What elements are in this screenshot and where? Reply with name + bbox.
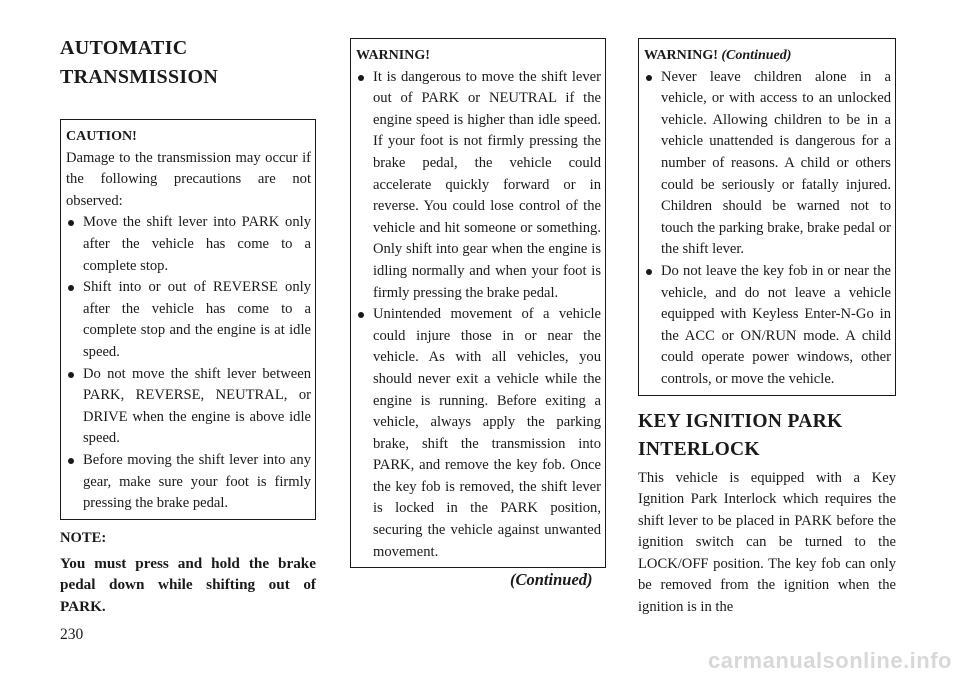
continued-label: (Continued)	[510, 570, 593, 589]
warning-item: Unintended movement of a vehicle could injure those in or near the vehicle. As with all vehicles, you should never exit a vehicle while the engine is running. Before exiting a vehicle, always apply the parking brake, shift the transmission into PARK, and remove the key fob. Once the key fob is removed, the shift lever is locked in the PARK position, securing the vehicle against unwanted movement.	[356, 304, 601, 563]
note-text: You must press and hold the brake pedal down while shifting out of PARK.	[60, 554, 316, 615]
warning-continued-box	[638, 38, 896, 396]
column-left	[60, 34, 316, 617]
caution-item: Do not move the shift lever between PARK, REVERSE, NEUTRAL, or DRIVE when the engine is above idle speed.	[66, 364, 311, 450]
warning-list	[356, 67, 601, 564]
warning-heading: WARNING!	[644, 48, 718, 63]
warning-continued-heading	[644, 45, 891, 67]
caution-list	[66, 212, 311, 514]
page-number: 230	[60, 626, 84, 643]
column-right	[638, 38, 896, 619]
watermark: carmanualsonline.info	[708, 648, 952, 673]
warning-item: Never leave children alone in a vehicle, or with access to an unlocked vehicle. Allowing children to be in a vehicle unattended is dangerous for a number of reasons. A child or others could be seriously or fatally injured. Children should be warned not to touch the parking brake, brake pedal or the shift lever.	[644, 67, 891, 261]
warning-item: Do not leave the key fob in or near the vehicle, and do not leave a vehicle equipped with Keyless Enter-N-Go in the ACC or ON/RUN mode. A child could operate power windows, other controls, or move the vehicle.	[644, 261, 891, 391]
caution-item: Shift into or out of REVERSE only after the vehicle has come to a complete stop and the engine is at idle speed.	[66, 277, 311, 363]
body-paragraph: This vehicle is equipped with a Key Ignition Park Interlock which requires the shift lever to be placed in PARK before the ignition switch can be turned to the LOCK/OFF position. The key fob can only be removed from the ignition when the ignition is in the	[638, 469, 896, 616]
warning-box	[350, 38, 606, 568]
section-title: KEY IGNITION PARK INTERLOCK	[638, 410, 843, 460]
caution-heading: CAUTION!	[66, 129, 137, 144]
warning-item: It is dangerous to move the shift lever out of PARK or NEUTRAL if the engine speed is higher than idle speed. If your foot is not firmly pressing the brake pedal, the vehicle could accelerate quickly forward or in reverse. You could lose control of the vehicle and hit someone or something. Only shift into gear when the engine is idling normally and when your foot is firmly pressing the brake pedal.	[356, 67, 601, 305]
warning-list	[644, 67, 891, 391]
continued-tag: (Continued)	[721, 48, 792, 63]
column-middle	[350, 38, 606, 568]
caution-intro: Damage to the transmission may occur if the following precautions are not observed:	[66, 149, 311, 209]
note-label: NOTE:	[60, 529, 107, 546]
caution-item: Move the shift lever into PARK only after the vehicle has come to a complete stop.	[66, 212, 311, 277]
caution-box	[60, 119, 316, 520]
warning-heading: WARNING!	[356, 48, 430, 63]
caution-item: Before moving the shift lever into any gear, make sure your foot is firmly pressing the brake pedal.	[66, 450, 311, 515]
section-title: AUTOMATIC TRANSMISSION	[60, 37, 219, 88]
